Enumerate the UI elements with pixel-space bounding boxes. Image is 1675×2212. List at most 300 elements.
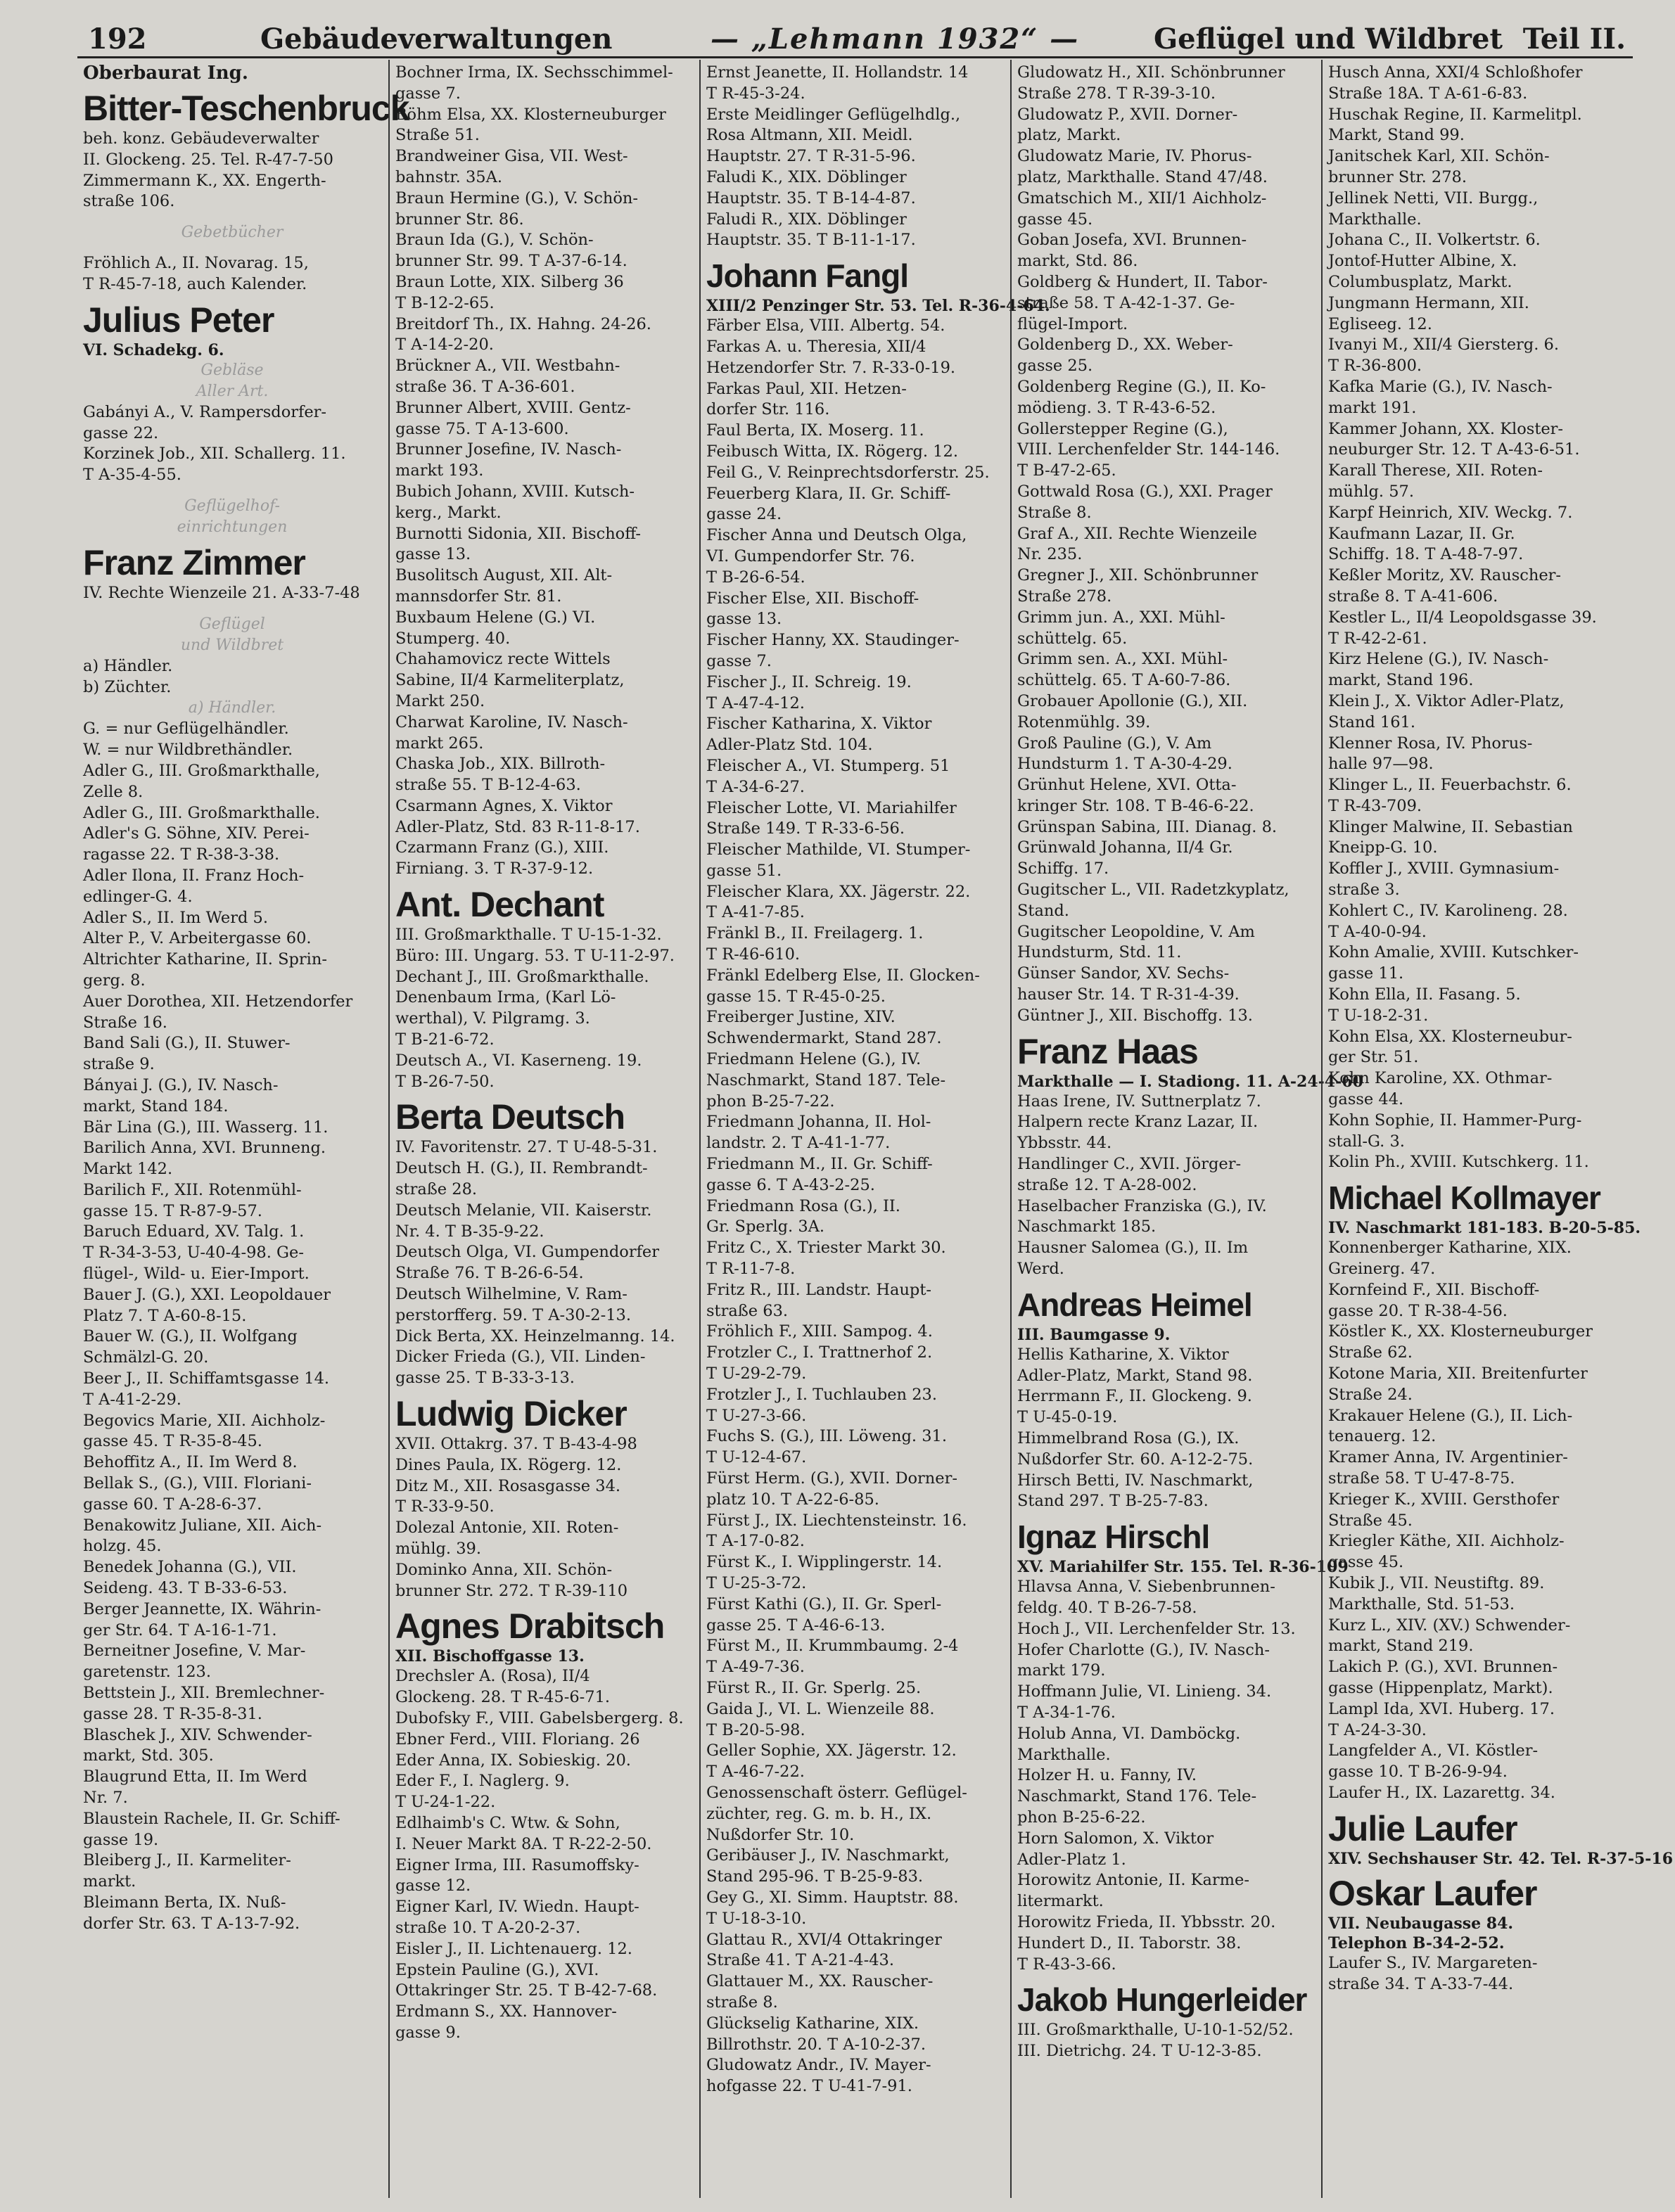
directory-entry-line: T A-47-4-12. xyxy=(706,693,805,712)
advertisement-address: VI. Schadekg. 6. xyxy=(83,340,224,359)
directory-entry-line: Frotzler C., I. Trattnerhof 2. xyxy=(706,1343,933,1362)
directory-entry-line: Zimmermann K., XX. Engerth- xyxy=(83,171,326,190)
directory-entry-line: Kneipp-G. 10. xyxy=(1328,838,1438,857)
directory-entry-line: Brandweiner Gisa, VII. West- xyxy=(395,147,628,166)
directory-entry-line: Keßler Moritz, XV. Rauscher- xyxy=(1328,566,1562,585)
directory-entry-line: Rosa Altmann, XII. Meidl. xyxy=(706,126,913,145)
directory-entry-line: VI. Gumpendorfer Str. 76. xyxy=(706,546,915,565)
directory-entry-line: Busolitsch August, XII. Alt- xyxy=(395,566,613,585)
directory-entry-line: gasse 44. xyxy=(1328,1090,1404,1109)
directory-entry-line: gasse 45. T R-35-8-45. xyxy=(83,1432,262,1451)
directory-entry-line: Fröhlich A., II. Novarag. 15, xyxy=(83,254,309,273)
directory-entry-line: gasse 22. xyxy=(83,423,159,442)
directory-entry-line: Fleischer Lotte, VI. Mariahilfer xyxy=(706,798,957,817)
directory-entry-line: straße 12. T A-28-002. xyxy=(1017,1175,1197,1194)
directory-entry-line: T A-35-4-55. xyxy=(83,466,181,485)
directory-entry-line: Holub Anna, VI. Damböckg. xyxy=(1017,1724,1241,1743)
directory-entry-line: Fleischer A., VI. Stumperg. 51 xyxy=(706,756,950,775)
directory-entry-line: perstorfferg. 59. T A-30-2-13. xyxy=(395,1305,632,1324)
directory-entry-line: Laufer H., IX. Lazarettg. 34. xyxy=(1328,1783,1555,1802)
directory-entry-line: Fleischer Mathilde, VI. Stumper- xyxy=(706,840,971,859)
directory-entry-line: Schiffg. 17. xyxy=(1017,859,1109,878)
directory-entry-line: Czarmann Franz (G.), XIII. xyxy=(395,838,609,857)
directory-entry-line: Hoffmann Julie, VI. Linieng. 34. xyxy=(1017,1682,1272,1701)
directory-entry-line: Horn Salomon, X. Viktor xyxy=(1017,1829,1214,1848)
advertisement-name: Berta Deutsch xyxy=(395,1097,625,1137)
header-center-title: — „Lehmann 1932“ — xyxy=(711,23,1080,56)
directory-entry-line: Fränkl Edelberg Else, II. Glocken- xyxy=(706,966,980,985)
directory-entry-line: Janitschek Karl, XII. Schön- xyxy=(1328,147,1550,166)
directory-entry-line: Horowitz Frieda, II. Ybbsstr. 20. xyxy=(1017,1912,1276,1931)
directory-entry-line: Feuerberg Klara, II. Gr. Schiff- xyxy=(706,484,951,503)
directory-entry-line: kringer Str. 108. T B-46-6-22. xyxy=(1017,796,1254,815)
directory-entry-line: Hetzendorfer Str. 7. R-33-0-19. xyxy=(706,358,956,377)
directory-entry-line: gasse 10. T B-26-9-94. xyxy=(1328,1763,1508,1782)
directory-entry-line: Kohn Ella, II. Fasang. 5. xyxy=(1328,985,1521,1004)
directory-entry-line: T A-34-1-76. xyxy=(1017,1703,1116,1722)
directory-entry-line: Adler G., III. Großmarkthalle, xyxy=(83,761,320,780)
directory-entry-line: Lakich P. (G.), XVI. Brunnen- xyxy=(1328,1658,1558,1677)
directory-entry-line: Gugitscher L., VII. Radetzkyplatz, xyxy=(1017,881,1289,900)
directory-entry-line: Berger Jeannette, IX. Währin- xyxy=(83,1599,321,1618)
directory-entry-line: Barilich Anna, XVI. Brunneng. xyxy=(83,1139,326,1158)
directory-entry-line: Hundsturm 1. T A-30-4-29. xyxy=(1017,755,1233,774)
directory-entry-line: Buxbaum Helene (G.) VI. xyxy=(395,608,596,627)
directory-entry-line: straße 58. T A-42-1-37. Ge- xyxy=(1017,293,1235,312)
directory-entry-line: dorfer Str. 63. T A-13-7-92. xyxy=(83,1914,300,1933)
directory-entry-line: Baruch Eduard, XV. Talg. 1. xyxy=(83,1222,305,1241)
directory-entry-line: straße 3. xyxy=(1328,881,1400,900)
directory-entry-line: Straße 62. xyxy=(1328,1343,1413,1362)
directory-entry-line: Deutsch Wilhelmine, V. Ram- xyxy=(395,1285,628,1304)
directory-entry-line: gasse 15. T R-87-9-57. xyxy=(83,1201,262,1220)
directory-entry-line: I. Neuer Markt 8A. T R-22-2-50. xyxy=(395,1834,652,1853)
directory-entry-line: Ybbsstr. 44. xyxy=(1017,1134,1112,1153)
directory-entry-line: Adler S., II. Im Werd 5. xyxy=(83,908,268,927)
directory-entry-line: Jellinek Netti, VII. Burgg., xyxy=(1328,188,1539,207)
directory-entry-line: Alter P., V. Arbeitergasse 60. xyxy=(83,929,312,948)
directory-entry-line: Friedmann Johanna, II. Hol- xyxy=(706,1113,931,1132)
directory-entry-line: Kohn Sophie, II. Hammer-Purg- xyxy=(1328,1111,1582,1130)
directory-entry-line: Goldenberg D., XX. Weber- xyxy=(1017,335,1233,354)
directory-entry-line: Grünhut Helene, XVI. Otta- xyxy=(1017,776,1237,795)
directory-entry-line: Breitdorf Th., IX. Hahng. 24-26. xyxy=(395,314,651,333)
directory-entry-line: markt, Std. 86. xyxy=(1017,252,1138,271)
directory-entry-line: Jungmann Hermann, XII. xyxy=(1328,293,1529,312)
directory-entry-line: Kohn Karoline, XX. Othmar- xyxy=(1328,1069,1553,1088)
advertisement-name: Jakob Hungerleider xyxy=(1017,1981,1307,2019)
directory-entry-line: Gabányi A., V. Rampersdorfer- xyxy=(83,402,327,421)
directory-entry-line: kerg., Markt. xyxy=(395,503,502,522)
directory-entry-line: Haselbacher Franziska (G.), IV. xyxy=(1017,1196,1267,1215)
directory-entry-line: gasse 28. T R-35-8-31. xyxy=(83,1704,262,1723)
directory-entry-line: Färber Elsa, VIII. Albertg. 54. xyxy=(706,317,945,335)
directory-entry-line: III. Großmarkthalle, U-10-1-52/52. xyxy=(1017,2021,1294,2040)
directory-entry-line: Gludowatz Marie, IV. Phorus- xyxy=(1017,147,1252,166)
directory-entry-line: Koffler J., XVIII. Gymnasium- xyxy=(1328,859,1560,878)
directory-entry-line: Gollerstepper Regine (G.), xyxy=(1017,419,1228,438)
directory-entry-line: T R-43-709. xyxy=(1328,796,1422,815)
directory-entry-line: gasse 15. T R-45-0-25. xyxy=(706,987,886,1006)
column-5 xyxy=(1321,60,1674,2198)
directory-entry-line: Faul Berta, IX. Moserg. 11. xyxy=(706,421,924,440)
directory-entry-line: Kohlert C., IV. Karolineng. 28. xyxy=(1328,901,1568,920)
directory-entry-line: T A-14-2-20. xyxy=(395,335,494,354)
directory-entry-line: Ditz M., XII. Rosasgasse 34. xyxy=(395,1476,621,1495)
directory-entry-line: Adler's G. Söhne, XIV. Perei- xyxy=(83,824,310,843)
directory-entry-line: brunner Str. 86. xyxy=(395,210,524,229)
directory-entry-line: Güntner J., XII. Bischoffg. 13. xyxy=(1017,1006,1253,1025)
category-heading: Gebläse xyxy=(200,361,264,379)
directory-entry-line: Schiffg. 18. T A-48-7-97. xyxy=(1328,545,1524,564)
directory-entry-line: markt 193. xyxy=(395,461,484,480)
directory-entry-line: Stumperg. 40. xyxy=(395,629,511,648)
directory-entry-line: Kafka Marie (G.), IV. Nasch- xyxy=(1328,377,1553,396)
directory-entry-line: Columbusplatz, Markt. xyxy=(1328,272,1512,291)
directory-entry-line: Friedmann M., II. Gr. Schiff- xyxy=(706,1155,933,1174)
column-4 xyxy=(1010,60,1363,2198)
directory-entry-line: Kornfeind F., XII. Bischoff- xyxy=(1328,1280,1540,1299)
directory-entry-line: Kotone Maria, XII. Breitenfurter xyxy=(1328,1364,1588,1383)
directory-entry-line: mannsdorfer Str. 81. xyxy=(395,587,562,606)
advertisement-name: Franz Haas xyxy=(1017,1031,1198,1071)
directory-entry-line: Chahamovicz recte Wittels xyxy=(395,650,611,669)
directory-entry-line: Husch Anna, XXI/4 Schloßhofer xyxy=(1328,63,1583,82)
directory-entry-line: Grimm jun. A., XXI. Mühl- xyxy=(1017,608,1225,627)
directory-entry-line: Dubofsky F., VIII. Gabelsbergerg. 8. xyxy=(395,1708,684,1727)
directory-entry-line: Fischer Hanny, XX. Staudinger- xyxy=(706,631,960,650)
advertisement-address: IV. Naschmarkt 181-183. B-20-5-85. xyxy=(1328,1219,1641,1238)
directory-entry-line: brunner Str. 272. T R-39-110 xyxy=(395,1581,628,1600)
page-number: 192 xyxy=(88,23,147,56)
directory-entry-line: gasse 6. T A-43-2-25. xyxy=(706,1175,875,1194)
directory-entry-line: Kubik J., VII. Neustiftg. 89. xyxy=(1328,1573,1545,1592)
directory-entry-line: T U-29-2-79. xyxy=(706,1364,807,1383)
directory-entry-line: gasse 9. xyxy=(395,2023,461,2042)
directory-entry-line: Gr. Sperlg. 3A. xyxy=(706,1217,825,1236)
directory-entry-line: Schmälzl-G. 20. xyxy=(83,1348,209,1367)
spacer xyxy=(83,212,381,222)
directory-entry-line: Bochner Irma, IX. Sechsschimmel- xyxy=(395,63,673,82)
directory-entry-line: Kohn Amalie, XVIII. Kutschker- xyxy=(1328,943,1579,962)
directory-entry-line: Straße 278. xyxy=(1017,587,1112,606)
directory-entry-line: Geller Sophie, XX. Jägerstr. 12. xyxy=(706,1741,957,1760)
directory-entry-line: Epstein Pauline (G.), XVI. xyxy=(395,1960,599,1979)
directory-entry-line: markt, Stand 219. xyxy=(1328,1637,1474,1656)
directory-entry-line: Braun Ida (G.), V. Schön- xyxy=(395,231,594,250)
directory-entry-line: Edlhaimb's C. Wtw. & Sohn, xyxy=(395,1813,620,1832)
directory-entry-line: hofgasse 22. T U-41-7-91. xyxy=(706,2077,912,2096)
directory-entry-line: Eder F., I. Naglerg. 9. xyxy=(395,1772,570,1791)
directory-entry-line: straße 36. T A-36-601. xyxy=(395,377,575,396)
directory-entry-line: Grünwald Johanna, II/4 Gr. xyxy=(1017,838,1233,857)
directory-entry-line: T U-24-1-22. xyxy=(395,1793,496,1812)
directory-entry-line: T B-26-6-54. xyxy=(706,568,805,587)
directory-entry-line: T B-21-6-72. xyxy=(395,1030,495,1049)
directory-entry-line: Hoch J., VII. Lerchenfelder Str. 13. xyxy=(1017,1619,1296,1638)
directory-entry-line: Band Sali (G.), II. Stuwer- xyxy=(83,1034,291,1053)
directory-entry-line: Straße 278. T R-39-3-10. xyxy=(1017,84,1216,103)
directory-entry-line: Ottakringer Str. 25. T B-42-7-68. xyxy=(395,1981,658,2000)
directory-entry-line: Bär Lina (G.), III. Wasserg. 11. xyxy=(83,1118,329,1137)
directory-entry-line: Markt, Stand 99. xyxy=(1328,126,1465,145)
directory-entry-line: Friedmann Rosa (G.), II. xyxy=(706,1196,900,1215)
directory-entry-line: mödieng. 3. T R-43-6-52. xyxy=(1017,398,1216,417)
directory-entry-line: platz 10. T A-22-6-85. xyxy=(706,1490,879,1509)
directory-entry-line: Eigner Irma, III. Rasumoffsky- xyxy=(395,1855,639,1874)
directory-entry-line: Straße 8. xyxy=(1017,503,1092,522)
directory-entry-line: platz, Markthalle. Stand 47/48. xyxy=(1017,167,1268,186)
directory-entry-line: Gottwald Rosa (G.), XXI. Prager xyxy=(1017,482,1273,501)
directory-entry-line: gasse 24. xyxy=(706,505,782,524)
directory-entry-line: Köstler K., XX. Klosterneuburger xyxy=(1328,1322,1593,1341)
directory-entry-line: Billrothstr. 20. T A-10-2-37. xyxy=(706,2035,926,2054)
directory-entry-line: Klein J., X. Viktor Adler-Platz, xyxy=(1328,691,1565,710)
directory-entry-line: Deutsch Melanie, VII. Kaiserstr. xyxy=(395,1201,652,1220)
directory-entry-line: Goban Josefa, XVI. Brunnen- xyxy=(1017,231,1247,250)
directory-entry-line: Markthalle, Std. 51-53. xyxy=(1328,1594,1515,1613)
directory-entry-line: markt, Stand 184. xyxy=(83,1097,229,1115)
directory-entry-line: Platz 7. T A-60-8-15. xyxy=(83,1306,247,1325)
directory-entry-line: Gludowatz P., XVII. Dorner- xyxy=(1017,105,1238,124)
directory-entry-line: Beer J., II. Schiffamtsgasse 14. xyxy=(83,1369,330,1388)
directory-entry-line: Konnenberger Katharine, XIX. xyxy=(1328,1239,1572,1258)
directory-entry-line: flügel-, Wild- u. Eier-Import. xyxy=(83,1265,310,1284)
directory-entry-line: Groß Pauline (G.), V. Am xyxy=(1017,734,1212,753)
directory-entry-line: Ernst Jeanette, II. Hollandstr. 14 xyxy=(706,63,969,82)
directory-entry-line: a) Händler. xyxy=(83,656,173,675)
directory-entry-line: Dechant J., III. Großmarkthalle. xyxy=(395,967,649,986)
directory-entry-line: neuburger Str. 12. T A-43-6-51. xyxy=(1328,440,1580,459)
directory-entry-line: Bettstein J., XII. Bremlechner- xyxy=(83,1684,325,1703)
directory-entry-line: Naschmarkt, Stand 176. Tele- xyxy=(1017,1787,1257,1806)
directory-entry-line: Korzinek Job., XII. Schallerg. 11. xyxy=(83,445,346,464)
directory-entry-line: Bubich Johann, XVIII. Kutsch- xyxy=(395,482,635,501)
directory-entry-line: Bellak S., (G.), VIII. Floriani- xyxy=(83,1474,312,1493)
directory-entry-line: Grobauer Apollonie (G.), XII. xyxy=(1017,691,1248,710)
columns-container xyxy=(77,60,1674,2198)
directory-entry-line: edlinger-G. 4. xyxy=(83,887,193,906)
directory-entry-line: litermarkt. xyxy=(1017,1892,1104,1911)
directory-entry-line: Erste Meidlinger Geflügelhdlg., xyxy=(706,105,961,124)
directory-entry-line: Ebner Ferd., VIII. Floriang. 26 xyxy=(395,1730,640,1748)
directory-entry-line: III. Dietrichg. 24. T U-12-3-85. xyxy=(1017,2042,1262,2061)
advertisement-address: VII. Neubaugasse 84. xyxy=(1328,1914,1514,1933)
directory-entry-line: Herrmann F., II. Glockeng. 9. xyxy=(1017,1387,1252,1406)
directory-entry-line: T R-46-610. xyxy=(706,945,801,964)
directory-entry-line: straße 58. T U-47-8-75. xyxy=(1328,1469,1515,1488)
directory-entry-line: züchter, reg. G. m. b. H., IX. xyxy=(706,1804,932,1823)
directory-entry-line: tenauerg. 12. xyxy=(1328,1427,1437,1446)
directory-entry-line: Sabine, II/4 Karmeliterplatz, xyxy=(395,671,625,690)
category-heading: und Wildbret xyxy=(180,636,284,654)
directory-entry-line: Dolezal Antonie, XII. Roten- xyxy=(395,1519,619,1537)
directory-entry-line: Hundsturm, Std. 11. xyxy=(1017,943,1182,962)
directory-entry-line: straße 10. T A-20-2-37. xyxy=(395,1918,581,1937)
directory-entry-line: gasse 60. T A-28-6-37. xyxy=(83,1495,262,1514)
directory-entry-line: T A-46-7-22. xyxy=(706,1763,805,1782)
advertisement-name: Oskar Laufer xyxy=(1328,1873,1537,1913)
directory-entry-line: Schwendermarkt, Stand 287. xyxy=(706,1029,942,1048)
directory-entry-line: Oberbaurat Ing. xyxy=(83,63,248,84)
directory-entry-line: Straße 41. T A-21-4-43. xyxy=(706,1951,895,1970)
directory-entry-line: Nr. 235. xyxy=(1017,545,1083,564)
advertisement-name: Bitter-Teschenbruck xyxy=(83,89,409,128)
directory-entry-line: Gaida J., VI. L. Wienzeile 88. xyxy=(706,1699,935,1718)
directory-entry-line: Bauer J. (G.), XXI. Leopoldauer xyxy=(83,1285,331,1304)
category-heading: Aller Art. xyxy=(196,382,269,400)
directory-entry-line: Hofer Charlotte (G.), IV. Nasch- xyxy=(1017,1640,1270,1659)
directory-entry-line: T A-34-6-27. xyxy=(706,777,805,796)
advertisement-address: III. Baumgasse 9. xyxy=(1017,1325,1171,1344)
directory-entry-line: Fröhlich F., XIII. Sampog. 4. xyxy=(706,1322,933,1341)
directory-entry-line: holzg. 45. xyxy=(83,1537,162,1556)
directory-entry-line: T U-18-2-31. xyxy=(1328,1006,1429,1025)
directory-entry-line: Straße 18A. T A-61-6-83. xyxy=(1328,84,1528,103)
directory-entry-line: stall-G. 3. xyxy=(1328,1132,1405,1151)
directory-entry-line: Dines Paula, IX. Rögerg. 12. xyxy=(395,1455,622,1474)
directory-entry-line: Fürst J., IX. Liechtensteinstr. 16. xyxy=(706,1511,967,1530)
directory-entry-line: Straße 24. xyxy=(1328,1385,1413,1404)
directory-entry-line: Benakowitz Juliane, XII. Aich- xyxy=(83,1516,322,1535)
advertisement-address: XIV. Sechshauser Str. 42. Tel. R-37-5-16 xyxy=(1328,1849,1674,1868)
directory-entry-line: Fürst R., II. Gr. Sperlg. 25. xyxy=(706,1678,922,1697)
directory-entry-line: Büro: III. Ungarg. 53. T U-11-2-97. xyxy=(395,946,675,965)
directory-entry-line: Farkas A. u. Theresia, XII/4 xyxy=(706,337,926,356)
directory-entry-line: Faludi K., XIX. Döblinger xyxy=(706,167,907,186)
directory-entry-line: straße 34. T A-33-7-44. xyxy=(1328,1974,1514,1993)
directory-entry-line: Braun Hermine (G.), V. Schön- xyxy=(395,188,638,207)
directory-entry-line: Stand 295-96. T B-25-9-83. xyxy=(706,1867,924,1886)
directory-entry-line: Berneitner Josefine, V. Mar- xyxy=(83,1642,306,1661)
directory-entry-line: Adler-Platz, Std. 83 R-11-8-17. xyxy=(395,817,640,836)
directory-entry-line: G. = nur Geflügelhändler. xyxy=(83,720,289,739)
directory-entry-line: Jontof-Hutter Albine, X. xyxy=(1328,252,1517,271)
directory-entry-line: Eder Anna, IX. Sobieskig. 20. xyxy=(395,1751,631,1770)
directory-entry-line: Klinger Malwine, II. Sebastian xyxy=(1328,817,1573,836)
directory-entry-line: Gludowatz Andr., IV. Mayer- xyxy=(706,2056,931,2075)
directory-entry-line: Hirsch Betti, IV. Naschmarkt, xyxy=(1017,1471,1254,1490)
directory-entry-line: schüttelg. 65. xyxy=(1017,629,1128,648)
directory-entry-line: Huschak Regine, II. Karmelitpl. xyxy=(1328,105,1582,124)
directory-entry-line: Greinerg. 47. xyxy=(1328,1260,1436,1279)
directory-entry-line: Stand 161. xyxy=(1328,712,1416,731)
directory-entry-line: Markthalle. xyxy=(1017,1745,1111,1764)
directory-entry-line: Fischer J., II. Schreig. 19. xyxy=(706,672,912,691)
directory-entry-line: Feibusch Witta, IX. Rögerg. 12. xyxy=(706,442,958,461)
directory-entry-line: Adler-Platz 1. xyxy=(1017,1850,1126,1869)
directory-entry-line: Fleischer Klara, XX. Jägerstr. 22. xyxy=(706,882,971,901)
directory-entry-line: ger Str. 64. T A-16-1-71. xyxy=(83,1620,277,1639)
directory-entry-line: gasse 20. T R-38-4-56. xyxy=(1328,1301,1508,1320)
advertisement-name: Julie Laufer xyxy=(1328,1808,1517,1848)
directory-entry-line: T R-34-3-53, U-40-4-98. Ge- xyxy=(83,1244,304,1262)
directory-entry-line: Glattau R., XVI/4 Ottakringer xyxy=(706,1930,942,1949)
directory-entry-line: Hlavsa Anna, V. Siebenbrunnen- xyxy=(1017,1578,1275,1597)
directory-entry-line: Krakauer Helene (G.), II. Lich- xyxy=(1328,1406,1573,1425)
directory-entry-line: brunner Str. 278. xyxy=(1328,167,1467,186)
directory-entry-line: Kaufmann Lazar, II. Gr. xyxy=(1328,524,1515,543)
column-2 xyxy=(388,60,699,2198)
directory-entry-line: Blaustein Rachele, II. Gr. Schiff- xyxy=(83,1809,340,1828)
directory-entry-line: gasse 45. xyxy=(1328,1553,1404,1572)
directory-entry-line: Hauptstr. 27. T R-31-5-96. xyxy=(706,147,916,166)
directory-entry-line: Glückselig Katharine, XIX. xyxy=(706,2014,919,2033)
directory-entry-line: Hauptstr. 35. T B-14-4-87. xyxy=(706,188,916,207)
directory-entry-line: Chaska Job., XIX. Billroth- xyxy=(395,755,606,774)
advertisement-name: Franz Zimmer xyxy=(83,542,305,582)
directory-entry-line: Braun Lotte, XIX. Silberg 36 xyxy=(395,272,624,291)
directory-entry-line: markt, Stand 196. xyxy=(1328,671,1474,690)
directory-entry-line: Kestler L., II/4 Leopoldsgasse 39. xyxy=(1328,608,1597,627)
directory-entry-line: markt 179. xyxy=(1017,1661,1106,1680)
directory-entry-line: Farkas Paul, XII. Hetzen- xyxy=(706,379,907,398)
directory-entry-line: Brunner Josefine, IV. Nasch- xyxy=(395,440,622,459)
directory-entry-line: T B-20-5-98. xyxy=(706,1720,805,1739)
directory-entry-line: Nr. 7. xyxy=(83,1789,128,1807)
directory-entry-line: Nußdorfer Str. 60. A-12-2-75. xyxy=(1017,1450,1254,1469)
directory-entry-line: Stand 297. T B-25-7-83. xyxy=(1017,1492,1209,1511)
directory-entry-line: Hellis Katharine, X. Viktor xyxy=(1017,1345,1229,1364)
directory-entry-line: Straße 149. T R-33-6-56. xyxy=(706,819,905,838)
advertisement-name: Ant. Dechant xyxy=(395,885,604,925)
directory-entry-line: Bleimann Berta, IX. Nuß- xyxy=(83,1893,286,1912)
directory-entry-line: Geribäuser J., IV. Naschmarkt, xyxy=(706,1846,950,1865)
advertisement-name: Ignaz Hirschl xyxy=(1017,1519,1210,1556)
directory-entry-line: mühlg. 39. xyxy=(395,1540,482,1558)
directory-entry-line: straße 63. xyxy=(706,1301,789,1320)
column-1 xyxy=(77,60,409,2198)
directory-entry-line: straße 28. xyxy=(395,1180,478,1199)
category-heading: einrichtungen xyxy=(177,518,288,536)
directory-entry-line: Fritz R., III. Landstr. Haupt- xyxy=(706,1280,931,1299)
directory-entry-line: Himmelbrand Rosa (G.), IX. xyxy=(1017,1429,1240,1448)
directory-entry-line: Böhm Elsa, XX. Klosterneuburger xyxy=(395,105,666,124)
header-part: Teil II. xyxy=(1522,23,1626,56)
directory-entry-line: werthal), V. Pilgramg. 3. xyxy=(395,1009,590,1028)
advertisement-address: XIII/2 Penzinger Str. 53. Tel. R-36-4-64. xyxy=(706,297,1050,316)
directory-entry-line: T B-47-2-65. xyxy=(1017,461,1116,480)
directory-entry-line: Adler-Platz, Markt, Stand 98. xyxy=(1017,1366,1253,1385)
directory-entry-line: VIII. Lerchenfelder Str. 144-146. xyxy=(1017,440,1280,459)
directory-entry-line: Hausner Salomea (G.), II. Im xyxy=(1017,1239,1249,1258)
advertisement-address: XV. Mariahilfer Str. 155. Tel. R-36-109 xyxy=(1017,1558,1349,1577)
directory-entry-line: Krieger K., XVIII. Gersthofer xyxy=(1328,1490,1560,1509)
directory-entry-line: Blaschek J., XIV. Schwender- xyxy=(83,1725,312,1744)
directory-entry-line: markt 191. xyxy=(1328,398,1417,417)
directory-entry-line: Faludi R., XIX. Döblinger xyxy=(706,210,907,229)
directory-entry-line: Hundert D., II. Taborstr. 38. xyxy=(1017,1933,1242,1952)
directory-entry-line: Fürst Kathi (G.), II. Gr. Sperl- xyxy=(706,1594,942,1613)
directory-entry-line: straße 9. xyxy=(83,1055,155,1074)
directory-entry-line: Feil G., V. Reinprechtsdorferstr. 25. xyxy=(706,463,990,482)
directory-entry-line: Fuchs S. (G.), III. Löweng. 31. xyxy=(706,1427,948,1446)
category-heading: Gebetbücher xyxy=(181,224,284,242)
advertisement-name: Michael Kollmayer xyxy=(1328,1179,1600,1217)
directory-entry-line: T R-45-3-24. xyxy=(706,84,805,103)
directory-entry-line: straße 55. T B-12-4-63. xyxy=(395,776,581,795)
directory-entry-line: Glattauer M., XX. Rauscher- xyxy=(706,1972,934,1991)
directory-entry-line: Langfelder A., VI. Köstler- xyxy=(1328,1741,1539,1760)
directory-entry-line: gasse 12. xyxy=(395,1877,471,1895)
directory-entry-line: Rotenmühlg. 39. xyxy=(1017,712,1151,731)
directory-entry-line: halle 97—98. xyxy=(1328,755,1434,774)
advertisement-name: Ludwig Dicker xyxy=(395,1394,627,1434)
directory-entry-line: Gey G., XI. Simm. Hauptstr. 88. xyxy=(706,1888,959,1907)
directory-entry-line: Holzer H. u. Fanny, IV. xyxy=(1017,1766,1197,1785)
directory-entry-line: beh. konz. Gebäudeverwalter xyxy=(83,129,319,148)
directory-entry-line: Fürst Herm. (G.), XVII. Dorner- xyxy=(706,1469,957,1488)
